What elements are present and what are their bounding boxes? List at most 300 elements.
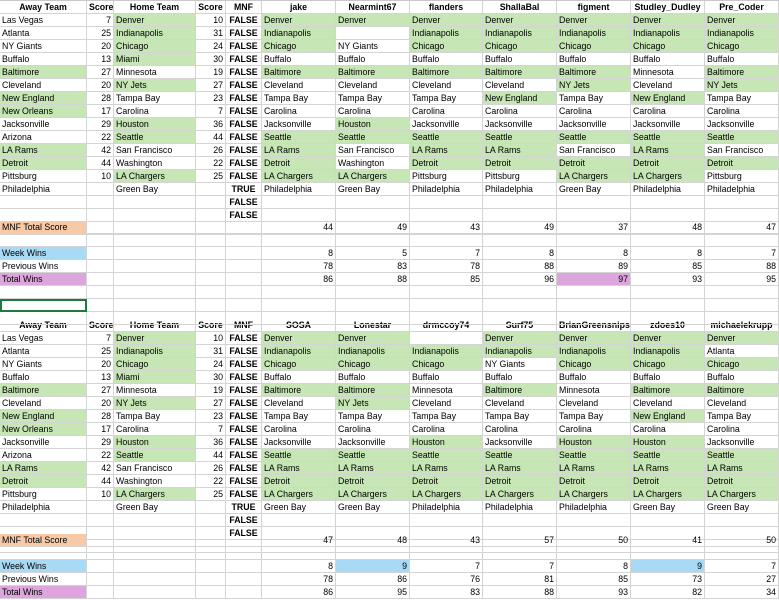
empty-cell[interactable] [87,312,114,325]
pick-cell[interactable]: Detroit [262,475,336,488]
empty-cell[interactable] [483,514,557,527]
pick-cell[interactable]: Detroit [705,157,779,170]
pick-cell[interactable]: LA Chargers [631,488,705,501]
player-header[interactable]: Studley_Dudley [631,1,705,14]
pick-cell[interactable]: NY Giants [483,358,557,371]
empty-cell[interactable] [196,560,226,573]
mnf-cell[interactable]: FALSE [226,66,262,79]
empty-cell[interactable] [0,312,87,325]
pick-cell[interactable]: Denver [410,14,483,27]
player-header[interactable]: zdoes10 [631,319,705,332]
away-score-cell[interactable]: 42 [87,462,114,475]
summary-value-cell[interactable]: 83 [410,586,483,599]
mnf-cell[interactable]: FALSE [226,488,262,501]
pick-cell[interactable]: Philadelphia [410,501,483,514]
column-header[interactable]: Away Team [0,319,87,332]
pick-cell[interactable]: LA Rams [262,144,336,157]
pick-cell[interactable]: Houston [336,118,410,131]
home-team-cell[interactable]: Indianapolis [114,27,196,40]
pick-cell[interactable]: Seattle [410,449,483,462]
player-header[interactable]: michaelekrupp [705,319,779,332]
away-score-cell[interactable]: 17 [87,423,114,436]
empty-cell[interactable] [87,221,114,234]
pick-cell[interactable]: San Francisco [705,144,779,157]
pick-cell[interactable]: Buffalo [631,53,705,66]
pick-cell[interactable]: Carolina [557,105,631,118]
home-score-cell[interactable]: 24 [196,40,226,53]
away-team-cell[interactable]: Baltimore [0,384,87,397]
empty-cell[interactable] [410,299,483,312]
pick-cell[interactable]: Carolina [483,105,557,118]
empty-cell[interactable] [336,514,410,527]
home-score-cell[interactable]: 25 [196,170,226,183]
empty-cell[interactable] [87,573,114,586]
home-team-cell[interactable]: Denver [114,332,196,345]
pick-cell[interactable]: Philadelphia [410,183,483,196]
empty-cell[interactable] [262,286,336,299]
pick-cell[interactable]: Seattle [631,131,705,144]
pick-cell[interactable]: Tampa Bay [705,92,779,105]
pick-cell[interactable]: Denver [705,332,779,345]
column-header[interactable]: Home Team [114,319,196,332]
empty-cell[interactable] [483,234,557,247]
pick-cell[interactable]: NY Jets [705,79,779,92]
summary-value-cell[interactable]: 78 [410,260,483,273]
pick-cell[interactable]: Pittsburg [410,170,483,183]
empty-cell[interactable] [114,514,196,527]
pick-cell[interactable] [336,27,410,40]
summary-value-cell[interactable]: 95 [336,586,410,599]
pick-cell[interactable]: Chicago [705,40,779,53]
mnf-cell[interactable]: TRUE [226,183,262,196]
mnf-cell[interactable]: FALSE [226,514,262,527]
mnf-cell[interactable]: FALSE [226,92,262,105]
home-team-cell[interactable]: Washington [114,157,196,170]
home-score-cell[interactable]: 25 [196,488,226,501]
home-team-cell[interactable]: Minnesota [114,66,196,79]
home-score-cell[interactable]: 30 [196,53,226,66]
pick-cell[interactable]: Chicago [631,358,705,371]
empty-cell[interactable] [705,514,779,527]
player-header[interactable]: flanders [410,1,483,14]
empty-cell[interactable] [631,299,705,312]
mnf-cell[interactable]: FALSE [226,345,262,358]
pick-cell[interactable]: Green Bay [557,183,631,196]
pick-cell[interactable]: Buffalo [705,371,779,384]
pick-cell[interactable]: Seattle [262,449,336,462]
player-header[interactable]: Nearmint67 [336,1,410,14]
pick-cell[interactable]: Philadelphia [557,501,631,514]
home-team-cell[interactable]: Denver [114,14,196,27]
pick-cell[interactable]: Buffalo [262,53,336,66]
summary-label-cell[interactable]: Previous Wins [0,260,87,273]
pick-cell[interactable]: Detroit [483,475,557,488]
mnf-cell[interactable]: FALSE [226,27,262,40]
empty-cell[interactable] [705,286,779,299]
empty-cell[interactable] [226,560,262,573]
summary-value-cell[interactable]: 81 [483,573,557,586]
pick-cell[interactable]: Philadelphia [631,183,705,196]
away-score-cell[interactable]: 20 [87,397,114,410]
away-score-cell[interactable]: 22 [87,449,114,462]
summary-value-cell[interactable]: 78 [262,260,336,273]
mnf-cell[interactable]: FALSE [226,157,262,170]
empty-cell[interactable] [631,514,705,527]
home-score-cell[interactable] [196,501,226,514]
pick-cell[interactable]: Denver [705,14,779,27]
pick-cell[interactable]: LA Chargers [336,170,410,183]
pick-cell[interactable]: Indianapolis [410,27,483,40]
empty-cell[interactable] [262,299,336,312]
summary-label-cell[interactable]: Previous Wins [0,573,87,586]
pick-cell[interactable]: Seattle [557,131,631,144]
pick-cell[interactable]: Denver [336,332,410,345]
pick-cell[interactable]: LA Chargers [336,488,410,501]
empty-cell[interactable] [262,312,336,325]
home-team-cell[interactable]: NY Jets [114,79,196,92]
pick-cell[interactable]: Indianapolis [631,345,705,358]
pick-cell[interactable]: Baltimore [483,66,557,79]
empty-cell[interactable] [483,547,557,560]
pick-cell[interactable]: Tampa Bay [410,410,483,423]
pick-cell[interactable]: Jacksonville [705,436,779,449]
pick-cell[interactable]: Seattle [262,131,336,144]
pick-cell[interactable]: NY Jets [336,397,410,410]
mnf-cell[interactable]: FALSE [226,332,262,345]
pick-cell[interactable]: LA Chargers [262,488,336,501]
summary-value-cell[interactable]: 7 [705,247,779,260]
summary-value-cell[interactable]: 43 [410,534,483,547]
summary-label-cell[interactable]: Total Wins [0,586,87,599]
pick-cell[interactable]: Carolina [410,105,483,118]
pick-cell[interactable]: Detroit [336,475,410,488]
pick-cell[interactable]: Baltimore [631,384,705,397]
away-team-cell[interactable]: Detroit [0,475,87,488]
home-score-cell[interactable]: 22 [196,157,226,170]
pick-cell[interactable]: Buffalo [557,371,631,384]
pick-cell[interactable]: Indianapolis [483,345,557,358]
mnf-cell[interactable]: FALSE [226,40,262,53]
pick-cell[interactable]: Jacksonville [557,118,631,131]
empty-cell[interactable] [87,286,114,299]
home-score-cell[interactable]: 10 [196,14,226,27]
column-header[interactable]: Score [89,320,114,330]
mnf-cell[interactable]: FALSE [226,14,262,27]
empty-cell[interactable] [87,560,114,573]
pick-cell[interactable]: Denver [336,14,410,27]
away-score-cell[interactable]: 25 [87,345,114,358]
empty-cell[interactable] [196,514,226,527]
empty-cell[interactable] [196,260,226,273]
away-team-cell[interactable]: New England [0,410,87,423]
away-team-cell[interactable]: Las Vegas [0,14,87,27]
pick-cell[interactable]: LA Chargers [483,488,557,501]
pick-cell[interactable]: Buffalo [336,53,410,66]
pick-cell[interactable]: Chicago [631,40,705,53]
away-score-cell[interactable]: 28 [87,92,114,105]
pick-cell[interactable]: LA Chargers [557,170,631,183]
away-team-cell[interactable]: Buffalo [0,53,87,66]
pick-cell[interactable]: Tampa Bay [336,410,410,423]
pick-cell[interactable]: Chicago [262,40,336,53]
home-score-cell[interactable]: 30 [196,371,226,384]
pick-cell[interactable]: San Francisco [557,144,631,157]
home-team-cell[interactable]: Indianapolis [114,345,196,358]
empty-cell[interactable] [87,514,114,527]
pick-cell[interactable]: Baltimore [336,384,410,397]
home-team-cell[interactable]: Miami [114,53,196,66]
pick-cell[interactable]: New England [631,410,705,423]
away-team-cell[interactable]: New Orleans [0,105,87,118]
away-score-cell[interactable]: 29 [87,118,114,131]
mnf-cell[interactable]: FALSE [226,462,262,475]
pick-cell[interactable]: Denver [483,332,557,345]
pick-cell[interactable]: LA Chargers [631,170,705,183]
column-header[interactable]: Away Team [0,1,87,14]
away-score-cell[interactable] [87,183,114,196]
pick-cell[interactable]: LA Rams [483,462,557,475]
empty-cell[interactable] [410,514,483,527]
home-score-cell[interactable]: 26 [196,144,226,157]
pick-cell[interactable]: San Francisco [336,144,410,157]
empty-cell[interactable] [336,234,410,247]
away-score-cell[interactable]: 7 [87,14,114,27]
mnf-cell[interactable]: FALSE [226,423,262,436]
away-score-cell[interactable]: 22 [87,131,114,144]
pick-cell[interactable]: Buffalo [557,53,631,66]
empty-cell[interactable] [410,196,483,209]
empty-cell[interactable] [262,547,336,560]
pick-cell[interactable]: Buffalo [705,53,779,66]
summary-value-cell[interactable]: 44 [262,221,336,234]
pick-cell[interactable]: LA Rams [483,144,557,157]
mnf-cell[interactable]: FALSE [226,209,262,222]
empty-cell[interactable] [336,547,410,560]
home-team-cell[interactable]: Seattle [114,449,196,462]
home-score-cell[interactable]: 19 [196,66,226,79]
away-team-cell[interactable]: Las Vegas [0,332,87,345]
pick-cell[interactable]: Carolina [410,423,483,436]
away-score-cell[interactable]: 7 [87,332,114,345]
mnf-cell[interactable]: FALSE [226,79,262,92]
away-score-cell[interactable]: 42 [87,144,114,157]
away-score-cell[interactable]: 20 [87,40,114,53]
pick-cell[interactable]: Carolina [557,423,631,436]
summary-value-cell[interactable]: 86 [262,586,336,599]
pick-cell[interactable]: Carolina [705,423,779,436]
mnf-cell[interactable]: FALSE [226,527,262,540]
pick-cell[interactable]: Denver [483,14,557,27]
empty-cell[interactable] [114,286,196,299]
pick-cell[interactable]: Baltimore [705,66,779,79]
home-score-cell[interactable]: 23 [196,92,226,105]
home-team-cell[interactable]: Chicago [114,358,196,371]
away-team-cell[interactable]: Pittsburg [0,170,87,183]
summary-label-cell[interactable]: MNF Total Score [0,221,87,234]
empty-cell[interactable] [483,286,557,299]
pick-cell[interactable]: Washington [336,157,410,170]
home-team-cell[interactable]: Seattle [114,131,196,144]
pick-cell[interactable]: Detroit [557,157,631,170]
empty-cell[interactable] [114,221,196,234]
empty-cell[interactable] [87,234,114,247]
summary-value-cell[interactable]: 8 [631,247,705,260]
summary-value-cell[interactable]: 95 [705,273,779,286]
pick-cell[interactable]: Seattle [336,131,410,144]
away-team-cell[interactable]: LA Rams [0,144,87,157]
empty-cell[interactable] [631,547,705,560]
pick-cell[interactable]: LA Chargers [705,488,779,501]
player-header[interactable]: Lonestar [336,319,410,332]
pick-cell[interactable]: Cleveland [483,79,557,92]
column-header[interactable]: MNF [226,319,262,332]
home-score-cell[interactable]: 36 [196,118,226,131]
pick-cell[interactable]: Carolina [336,423,410,436]
player-header[interactable]: figment [557,1,631,14]
away-team-cell[interactable]: Philadelphia [0,501,87,514]
summary-value-cell[interactable]: 7 [410,560,483,573]
empty-cell[interactable] [336,312,410,325]
pick-cell[interactable]: Denver [631,14,705,27]
pick-cell[interactable]: Cleveland [262,397,336,410]
empty-cell[interactable] [196,234,226,247]
pick-cell[interactable]: Baltimore [483,384,557,397]
empty-cell[interactable] [631,286,705,299]
pick-cell[interactable]: Seattle [705,131,779,144]
empty-cell[interactable] [0,547,87,560]
pick-cell[interactable]: Buffalo [336,371,410,384]
away-score-cell[interactable]: 13 [87,371,114,384]
away-team-cell[interactable]: Baltimore [0,66,87,79]
pick-cell[interactable]: Buffalo [631,371,705,384]
away-team-cell[interactable]: Pittsburg [0,488,87,501]
pick-cell[interactable]: Tampa Bay [705,410,779,423]
player-header[interactable]: BrianGreensnips [559,320,630,330]
mnf-cell[interactable]: FALSE [226,105,262,118]
pick-cell[interactable]: Buffalo [262,371,336,384]
home-score-cell[interactable]: 36 [196,436,226,449]
away-score-cell[interactable]: 44 [87,475,114,488]
pick-cell[interactable]: Green Bay [336,501,410,514]
empty-cell[interactable] [557,514,631,527]
away-score-cell[interactable]: 20 [87,79,114,92]
pick-cell[interactable]: Chicago [336,358,410,371]
mnf-cell[interactable]: TRUE [226,501,262,514]
empty-cell[interactable] [114,260,196,273]
pick-cell[interactable]: Cleveland [410,79,483,92]
empty-cell[interactable] [631,312,705,325]
home-team-cell[interactable]: Green Bay [114,183,196,196]
pick-cell[interactable]: Cleveland [336,79,410,92]
pick-cell[interactable]: New England [483,92,557,105]
empty-cell[interactable] [262,196,336,209]
pick-cell[interactable]: Indianapolis [262,345,336,358]
home-team-cell[interactable]: Chicago [114,40,196,53]
pick-cell[interactable]: Indianapolis [557,27,631,40]
pick-cell[interactable]: Buffalo [410,53,483,66]
pick-cell[interactable] [410,332,483,345]
mnf-cell[interactable]: FALSE [226,371,262,384]
away-score-cell[interactable]: 29 [87,436,114,449]
home-score-cell[interactable]: 10 [196,332,226,345]
pick-cell[interactable]: Indianapolis [262,27,336,40]
away-score-cell[interactable]: 20 [87,358,114,371]
empty-cell[interactable] [226,286,262,299]
summary-value-cell[interactable]: 50 [705,534,779,547]
summary-value-cell[interactable]: 34 [705,586,779,599]
summary-value-cell[interactable]: 7 [483,560,557,573]
summary-value-cell[interactable]: 89 [557,260,631,273]
pick-cell[interactable]: NY Jets [557,79,631,92]
empty-cell[interactable] [557,286,631,299]
home-team-cell[interactable]: LA Chargers [114,170,196,183]
summary-value-cell[interactable]: 37 [557,221,631,234]
pick-cell[interactable]: Philadelphia [483,183,557,196]
empty-cell[interactable] [226,221,262,234]
pick-cell[interactable]: Tampa Bay [557,410,631,423]
empty-cell[interactable] [196,586,226,599]
pick-cell[interactable]: Baltimore [410,66,483,79]
player-header[interactable]: drmccoy74 [410,319,483,332]
pick-cell[interactable]: Buffalo [483,53,557,66]
home-score-cell[interactable]: 27 [196,79,226,92]
column-header[interactable]: Score [196,319,226,332]
away-team-cell[interactable]: Philadelphia [0,183,87,196]
pick-cell[interactable]: Indianapolis [631,27,705,40]
pick-cell[interactable]: Carolina [705,105,779,118]
empty-cell[interactable] [0,514,87,527]
away-team-cell[interactable]: Atlanta [0,345,87,358]
player-header[interactable]: ShallaBal [483,1,557,14]
empty-cell[interactable] [631,196,705,209]
pick-cell[interactable]: Indianapolis [336,345,410,358]
pick-cell[interactable]: Minnesota [631,66,705,79]
pick-cell[interactable]: Pittsburg [705,170,779,183]
pick-cell[interactable]: LA Chargers [410,488,483,501]
home-score-cell[interactable]: 7 [196,423,226,436]
pick-cell[interactable]: Tampa Bay [557,92,631,105]
home-score-cell[interactable]: 27 [196,397,226,410]
home-score-cell[interactable]: 7 [196,105,226,118]
pick-cell[interactable]: Cleveland [631,79,705,92]
mnf-cell[interactable]: FALSE [226,449,262,462]
away-team-cell[interactable]: NY Giants [0,40,87,53]
empty-cell[interactable] [226,573,262,586]
summary-label-cell[interactable]: Total Wins [0,273,87,286]
pick-cell[interactable]: Green Bay [705,501,779,514]
pick-cell[interactable]: Green Bay [262,501,336,514]
empty-cell[interactable] [114,273,196,286]
pick-cell[interactable]: LA Chargers [262,170,336,183]
pick-cell[interactable]: Cleveland [262,79,336,92]
summary-value-cell[interactable]: 96 [483,273,557,286]
pick-cell[interactable]: Jacksonville [631,118,705,131]
pick-cell[interactable]: Houston [557,436,631,449]
empty-cell[interactable] [483,196,557,209]
pick-cell[interactable]: Indianapolis [410,345,483,358]
away-team-cell[interactable]: Jacksonville [0,436,87,449]
selected-cell[interactable] [0,299,87,312]
pick-cell[interactable]: NY Giants [336,40,410,53]
empty-cell[interactable] [226,260,262,273]
empty-cell[interactable] [336,196,410,209]
empty-cell[interactable] [196,547,226,560]
pick-cell[interactable]: Chicago [557,358,631,371]
home-team-cell[interactable]: Miami [114,371,196,384]
away-team-cell[interactable]: Atlanta [0,27,87,40]
pick-cell[interactable]: Detroit [262,157,336,170]
summary-value-cell[interactable]: 86 [262,273,336,286]
